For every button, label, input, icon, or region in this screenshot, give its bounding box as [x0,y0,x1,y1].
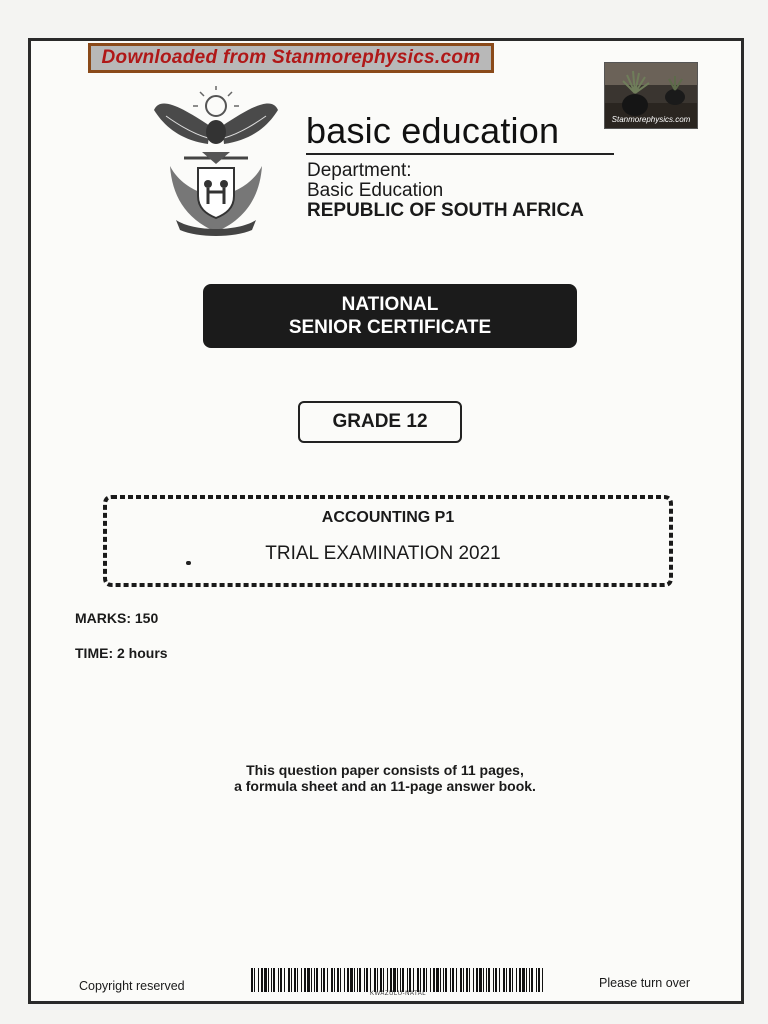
country-name: REPUBLIC OF SOUTH AFRICA [307,200,584,221]
turn-over-note: Please turn over [599,976,691,990]
exam-title: TRIAL EXAMINATION 2021 [265,543,501,564]
grade-box [298,401,462,443]
grade-label: GRADE 12 [332,411,428,432]
department-label: Department: [307,160,412,181]
site-photo-caption: Stanmorephysics.com [611,115,691,124]
watermark-text: Downloaded from Stanmorephysics.com [101,47,481,68]
certificate-line-2: SENIOR CERTIFICATE [288,317,492,338]
page-count-line-1: This question paper consists of 11 pages, [246,762,524,778]
copyright-note: Copyright reserved [79,979,185,993]
barcode-icon [251,968,545,992]
page-count-line-2: a formula sheet and an 11-page answer book. [234,778,536,794]
site-photo[interactable] [604,62,698,129]
speck-mark [186,561,191,565]
watermark-banner[interactable] [88,43,494,73]
certificate-box [203,284,577,348]
coat-of-arms-icon [150,86,282,238]
brand-rule [306,153,614,155]
subject-name: ACCOUNTING P1 [321,509,455,526]
department-name: Basic Education [307,180,444,201]
barcode-caption: KWAZULU-NATAL [369,991,427,997]
brand-title: basic education [306,110,560,151]
time-line: TIME: 2 hours [75,645,168,661]
subject-dashed-frame [100,492,676,590]
certificate-line-1: NATIONAL [341,294,439,315]
marks-line: MARKS: 150 [75,610,159,626]
